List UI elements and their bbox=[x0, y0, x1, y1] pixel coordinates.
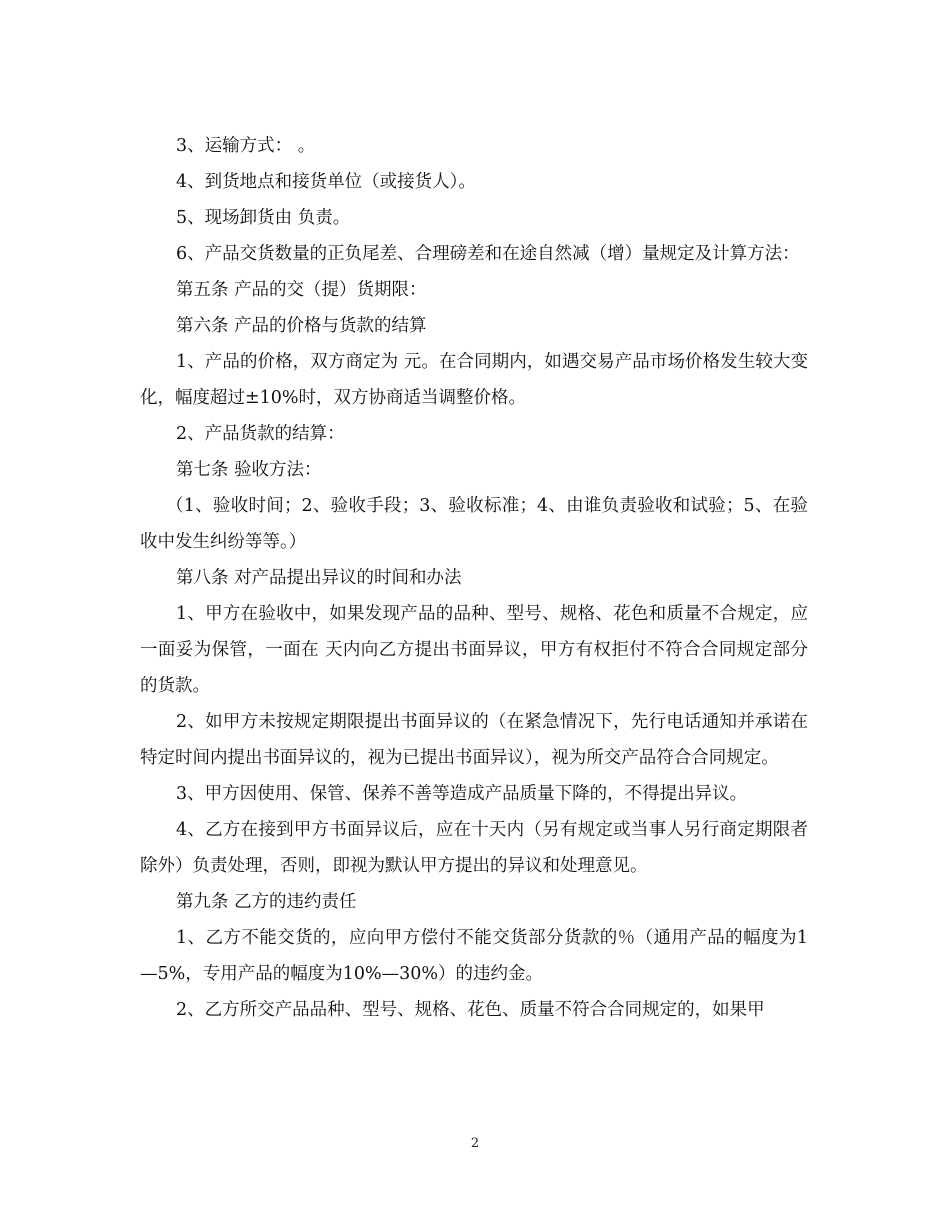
heading-article-6: 第六条 产品的价格与货款的结算 bbox=[176, 316, 427, 336]
paragraph-objection-3: 3、甲方因使用、保管、保养不善等造成产品质量下降的，不得提出异议。 bbox=[176, 784, 748, 804]
paragraph-objection-1: 1、甲方在验收中，如果发现产品的品种、型号、规格、花色和质量不合规定，应一面妥为保管，一面在 天内向乙方提出书面异议，甲方有权拒付不符合合同规定部分的货款。 bbox=[140, 604, 808, 696]
heading-article-8: 第八条 对产品提出异议的时间和办法 bbox=[176, 568, 462, 588]
paragraph-unloading: 5、现场卸货由 负责。 bbox=[176, 208, 351, 228]
paragraph-liability-2: 2、乙方所交产品品种、型号、规格、花色、质量不符合合同规定的，如果甲 bbox=[176, 1000, 765, 1020]
paragraph-objection-4: 4、乙方在接到甲方书面异议后，应在十天内（另有规定或当事人另行商定期限者除外）负责处理，否则，即视为默认甲方提出的异议和处理意见。 bbox=[140, 820, 808, 876]
paragraph-acceptance-items: （1、验收时间；2、验收手段；3、验收标准；4、由谁负责验收和试验；5、在验收中发生纠纷等等。） bbox=[140, 496, 808, 552]
paragraph-settlement: 2、产品货款的结算： bbox=[176, 424, 345, 444]
heading-article-5: 第五条 产品的交（提）货期限： bbox=[176, 280, 427, 300]
paragraph-objection-2: 2、如甲方未按规定期限提出书面异议的（在紧急情况下，先行电话通知并承诺在特定时间内提出书面异议的，视为已提出书面异议），视为所交产品符合合同规定。 bbox=[140, 712, 808, 768]
page-number: 2 bbox=[470, 1136, 480, 1151]
paragraph-price: 1、产品的价格，双方商定为 元。在合同期内，如遇交易产品市场价格发生较大变化，幅度超过±10%时，双方协商适当调整价格。 bbox=[140, 352, 808, 408]
document-body bbox=[140, 128, 808, 1028]
paragraph-shipping-method: 3、运输方式： 。 bbox=[176, 136, 316, 156]
paragraph-quantity-tolerance: 6、产品交货数量的正负尾差、合理磅差和在途自然减（增）量规定及计算方法： bbox=[176, 244, 800, 264]
paragraph-delivery-place: 4、到货地点和接货单位（或接货人）。 bbox=[176, 172, 476, 192]
paragraph-liability-1: 1、乙方不能交货的，应向甲方偿付不能交货部分货款的％（通用产品的幅度为1—5%，专用产品的幅度为10%—30%）的违约金。 bbox=[140, 928, 808, 984]
heading-article-7: 第七条 验收方法： bbox=[176, 460, 322, 480]
heading-article-9: 第九条 乙方的违约责任 bbox=[176, 892, 357, 912]
